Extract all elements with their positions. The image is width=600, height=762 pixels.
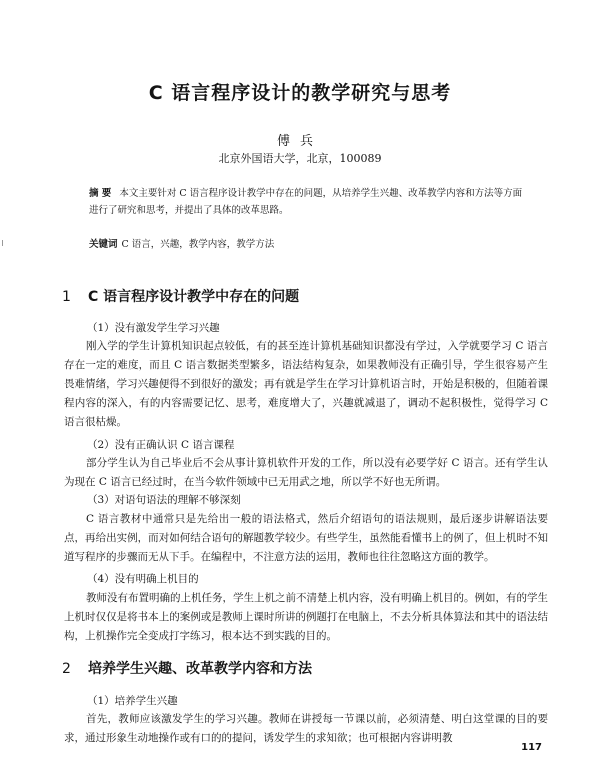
- scan-artifact: [2, 240, 3, 246]
- paper-title: C 语言程序设计的教学研究与思考: [148, 82, 452, 104]
- section-2-sub-1-title: （1）培养学生兴趣: [87, 695, 178, 707]
- section-1-sub-4-text: 教师没有布置明确的上机任务，学生上机之前不清楚上机内容，没有明确上机目的。例如，有的学生上机时仅仅是将书本上的案例或是教师上课时所讲的例题打在电脑上，不去分析具体算法和其中的语法结构，上机操作完全变成打字练习，根本达不到实践的目的。: [64, 592, 548, 642]
- section-1-sub-3-text: C 语言教材中通常只是先给出一般的语法格式，然后介绍语句的语法规则，最后逐步讲解语法要点，再给出实例，而对如何结合语句的解题教学较少。有些学生，虽然能看懂书上的例了，但上机时不知道写程序的步骤而无从下手。在编程中，不注意方法的运用，教师也往往忽略这方面的教学。: [64, 513, 548, 563]
- section-1-sub-2-title: （2）没有正确认识 C 语言课程: [87, 439, 235, 451]
- abstract-text: 本文主要针对 C 语言程序设计教学中存在的问题，从培养学生兴趣、改革教学内容和方法等方面进行了研究和思考，并提出了具体的改革思路。: [89, 188, 523, 216]
- section-1-sub-3-title: （3）对语句语法的理解不够深刻: [87, 494, 241, 506]
- abstract: [89, 185, 524, 219]
- section-2-sub-1-text: 首先，教师应该激发学生的学习兴趣。教师在讲授每一节课以前，必须清楚、明白这堂课的目的要求，通过形象生动地操作或有口的的提问，诱发学生的求知欲；也可根据内容讲明教: [64, 713, 548, 744]
- section-1-sub-1-title: （1）没有激发学生学习兴趣: [87, 322, 220, 334]
- section-1-sub-1-text: 刚入学的学生计算机知识起点较低，有的甚至连计算机基础知识都没有学过，入学就要学习 C 语言存在一定的难度，而且 C 语言数据类型繁多，语法结构复杂，如果教师没有正确引导，学生很容易产生畏难情绪，学习兴趣便得不到很好的激发；再有就是学生在学习计算机语言时，开始是积极的，但随着课程内容的深入，有的内容需要记忆、思考，难度增大了，兴趣就减退了，调动不起积极性，觉得学习 C 语言很枯燥。: [64, 340, 548, 428]
- section-1-heading: [62, 286, 299, 306]
- section-2-heading: [62, 658, 312, 678]
- section-2-number: 2: [62, 661, 71, 677]
- page-number: 117: [521, 742, 542, 753]
- section-1-number: 1: [62, 289, 71, 305]
- section-1-sub-4-title: （4）没有明确上机目的: [87, 573, 199, 585]
- abstract-label: 摘 要: [89, 188, 112, 199]
- keywords: [89, 236, 524, 250]
- author-affiliation: 北京外国语大学，北京，100089: [218, 152, 382, 165]
- section-1-title: C 语言程序设计教学中存在的问题: [88, 289, 300, 305]
- section-1-sub-2-text: 部分学生认为自己毕业后不会从事计算机软件开发的工作，所以没有必要学好 C 语言。还有学生认为现在 C 语言已经过时，在当今软件领域中已无用武之地，所以学不好也无所谓。: [64, 457, 548, 488]
- keywords-label: 关键词: [89, 239, 118, 250]
- section-2-title: 培养学生兴趣、改革教学内容和方法: [88, 661, 312, 677]
- author-name: 傅兵: [276, 134, 323, 149]
- keywords-text: C 语言，兴趣，教学内容，教学方法: [121, 239, 275, 250]
